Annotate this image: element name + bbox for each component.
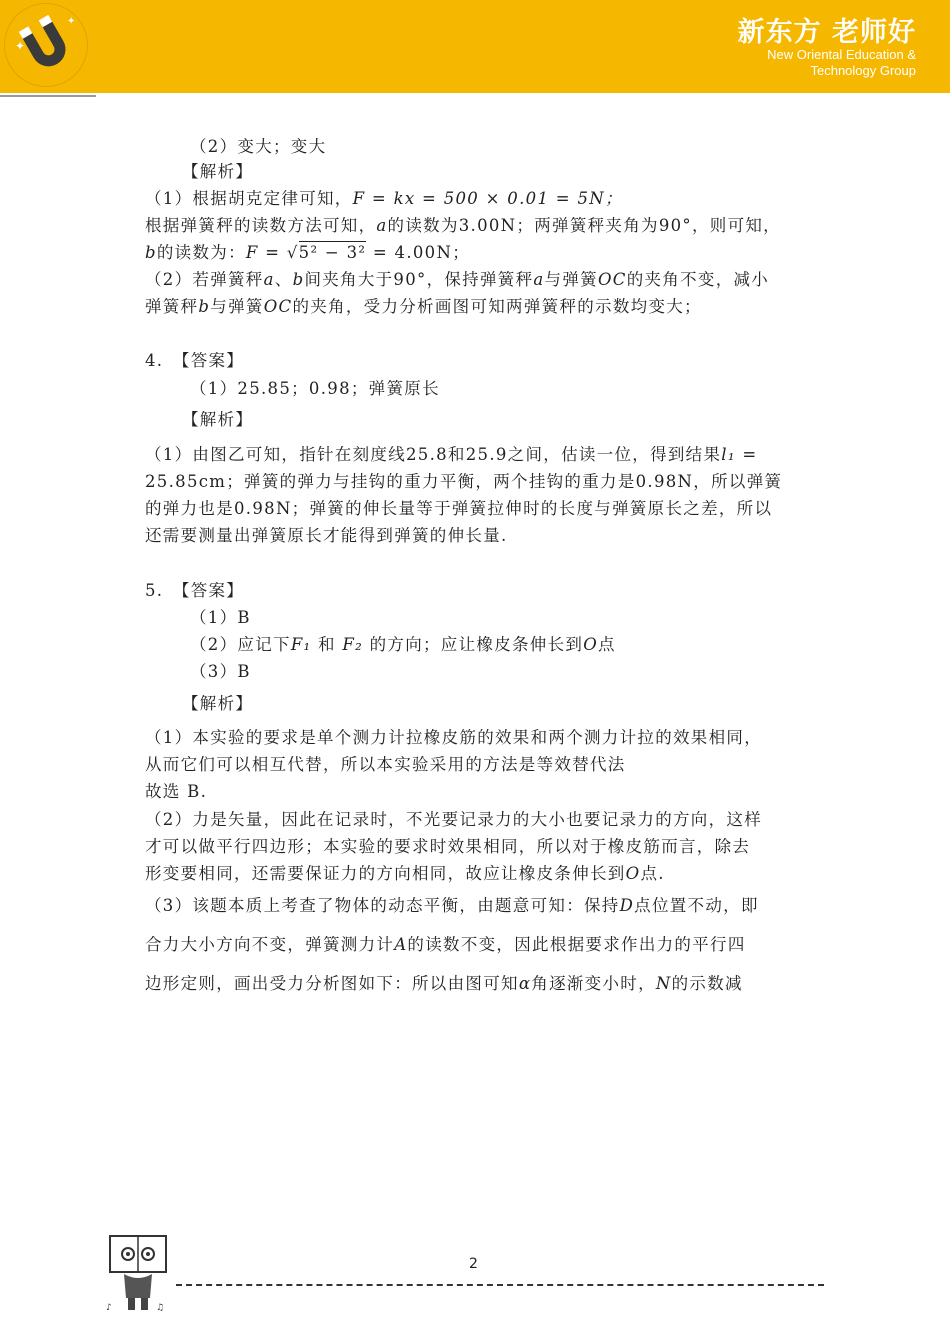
mascot-reader-icon <box>104 1232 172 1314</box>
analysis-heading-3: 【解析】 <box>182 162 254 181</box>
q4-answer-1: （1）25.85；0.98；弹簧原长 <box>190 379 440 398</box>
footer-dashed-line <box>176 1284 824 1286</box>
var-N: N <box>655 974 672 993</box>
q5-analysis-line-8 <box>145 935 746 955</box>
text: 角逐渐变小时， <box>531 974 656 993</box>
q5-analysis-line-5: 才可以做平行四边形；本实验的要求时效果相同，所以对于橡皮筋而言，除去 <box>145 837 751 856</box>
text: 的方向；应让橡皮条伸长到 <box>363 635 584 654</box>
q5-analysis-line-4: （2）力是矢量，因此在记录时，不光要记录力的大小也要记录力的方向，这样 <box>145 810 762 829</box>
svg-text:✦: ✦ <box>15 39 26 53</box>
q5-analysis-heading: 【解析】 <box>182 694 254 713</box>
text: 点 <box>598 635 616 654</box>
text: 的夹角不变，减小 <box>626 270 770 289</box>
q4-analysis-line-4: 还需要测量出弹簧原长才能得到弹簧的伸长量. <box>145 526 508 545</box>
page-number: 2 <box>469 1256 478 1272</box>
line-part2-a <box>145 270 769 290</box>
q5-answer-1: （1）B <box>190 608 251 627</box>
var-a: a <box>263 270 275 289</box>
text: （2）若弹簧秤 <box>145 270 264 289</box>
var-a: a <box>533 270 545 289</box>
q5-analysis-line-1: （1）本实验的要求是单个测力计拉橡皮筋的效果和两个测力计拉的效果相同， <box>145 728 762 747</box>
var-F1: F₁ <box>290 635 312 654</box>
formula-hooke: F = kx = 500 × 0.01 = 5N； <box>352 189 623 208</box>
text: （3）该题本质上考查了物体的动态平衡，由题意可知：保持 <box>145 896 620 915</box>
var-a: a <box>376 216 388 235</box>
svg-text:♫: ♫ <box>156 1303 165 1313</box>
header-banner <box>0 0 950 93</box>
text: （1）由图乙可知，指针在刻度线25.8和25.9之间，估读一位，得到结果 <box>145 445 722 464</box>
question-5-heading: 5. 【答案】 <box>145 581 245 600</box>
var-F2: F₂ <box>342 635 364 654</box>
q5-analysis-line-9 <box>145 974 743 994</box>
magnet-logo-icon <box>4 3 88 87</box>
text: 根据弹簧秤的读数方法可知， <box>145 216 377 235</box>
q4-analysis-line-1 <box>145 445 757 465</box>
line-answer-2: （2）变大；变大 <box>190 137 327 156</box>
var-b: b <box>292 270 305 289</box>
var-b: b <box>145 243 157 262</box>
text: 的夹角，受力分析画图可知两弹簧秤的示数均变大； <box>292 297 702 316</box>
var-OC: OC <box>263 297 293 316</box>
var-D: D <box>619 896 635 915</box>
brand-en-line-2: Technology Group <box>810 63 916 78</box>
q5-analysis-line-3: 故选 B. <box>145 782 208 801</box>
text: 、 <box>274 270 293 289</box>
q4-analysis-line-3: 的弹力也是0.98N；弹簧的伸长量等于弹簧拉伸时的长度与弹簧原长之差，所以 <box>145 499 773 518</box>
brand-en-line-1: New Oriental Education & <box>767 47 916 62</box>
text: 和 <box>311 635 343 654</box>
q5-answer-2 <box>190 635 616 655</box>
brand-name-en <box>767 47 916 79</box>
var-alpha: α <box>518 974 532 993</box>
svg-text:✦: ✦ <box>67 16 76 27</box>
var-l1: l₁ = <box>721 445 758 464</box>
question-4-heading: 4. 【答案】 <box>145 351 245 370</box>
text: 弹簧秤 <box>145 297 199 316</box>
q4-analysis-heading: 【解析】 <box>182 410 254 429</box>
q5-analysis-line-6 <box>145 864 665 884</box>
var-O: O <box>625 864 641 883</box>
line-hooke <box>145 189 623 209</box>
text: 的读数不变，因此根据要求作出力的平行四 <box>407 935 746 954</box>
text: 点位置不动，即 <box>634 896 759 915</box>
q5-analysis-line-2: 从而它们可以相互代替，所以本实验采用的方法是等效替代法 <box>145 755 626 774</box>
text: 间夹角大于90°，保持弹簧秤 <box>304 270 534 289</box>
line-reading-a <box>145 216 781 236</box>
text: 与弹簧 <box>210 297 264 316</box>
q4-analysis-line-2: 25.85cm；弹簧的弹力与挂钩的重力平衡，两个挂钩的重力是0.98N，所以弹簧 <box>145 472 783 491</box>
result: = 4.00N； <box>366 243 471 262</box>
q5-analysis-line-7 <box>145 896 759 916</box>
text: 合力大小方向不变，弹簧测力计 <box>145 935 395 954</box>
text: （2）应记下 <box>190 635 291 654</box>
var-F: F = <box>245 243 287 262</box>
text: 形变要相同，还需要保证力的方向相同，故应让橡皮条伸长到 <box>145 864 626 883</box>
var-b: b <box>198 297 211 316</box>
text: 边形定则，画出受力分析图如下：所以由图可知 <box>145 974 519 993</box>
text: 与弹簧 <box>544 270 598 289</box>
sqrt-sign: √ <box>286 243 299 262</box>
var-OC: OC <box>597 270 627 289</box>
line-part2-b <box>145 297 702 317</box>
header-divider <box>0 95 96 97</box>
sqrt-radicand: 5² − 3² <box>298 243 367 262</box>
brand-name-cn: 新东方 老师好 <box>737 17 916 48</box>
svg-text:♪: ♪ <box>106 1303 112 1313</box>
var-A: A <box>394 935 408 954</box>
text: 的示数减 <box>671 974 743 993</box>
line-reading-b <box>145 243 470 263</box>
q5-answer-3: （3）B <box>190 662 251 681</box>
var-O: O <box>583 635 599 654</box>
text: 的读数为： <box>156 243 246 262</box>
text: （1）根据胡克定律可知， <box>145 189 353 208</box>
text: 点. <box>640 864 665 883</box>
text: 的读数为3.00N；两弹簧秤夹角为90°，则可知， <box>387 216 781 235</box>
